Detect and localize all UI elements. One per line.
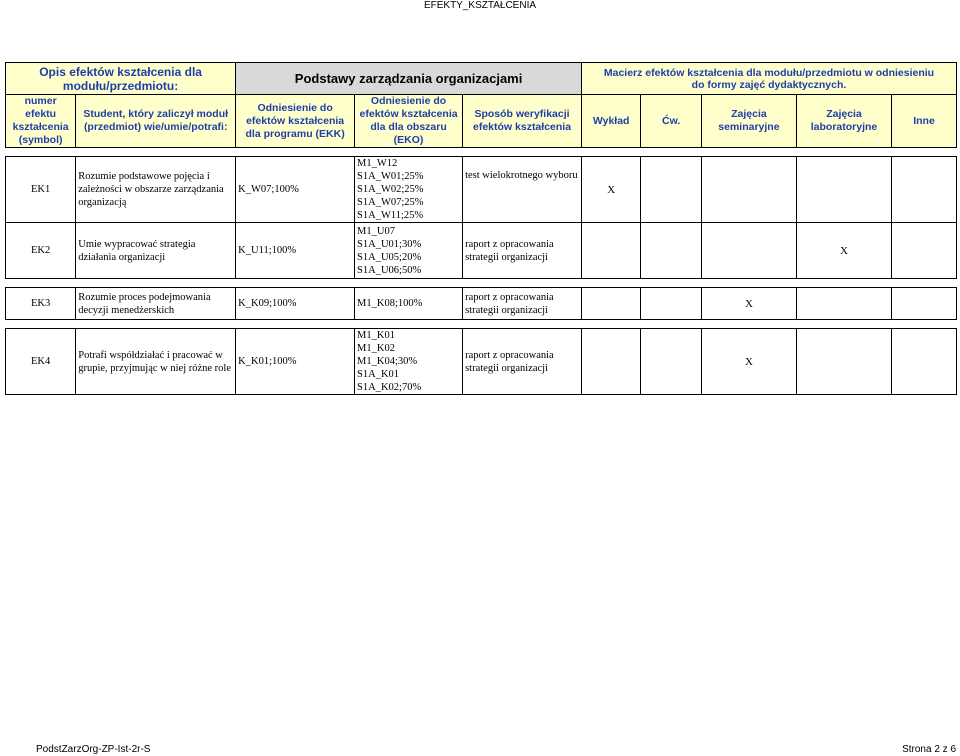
effect-symbol: EK1 bbox=[6, 157, 76, 223]
mark-inne bbox=[892, 157, 957, 223]
spacer bbox=[6, 320, 957, 329]
table-row bbox=[6, 223, 957, 279]
ekk-reference: K_K09;100% bbox=[236, 288, 355, 320]
mark-inne bbox=[892, 223, 957, 279]
col-eko: Odniesienie do efektów kształcenia dla dla obszaru (EKO) bbox=[355, 95, 463, 148]
mark-cw bbox=[641, 223, 702, 279]
mark-wyklad bbox=[581, 329, 640, 395]
eko-line: M1_K01 bbox=[357, 330, 395, 341]
spacer bbox=[6, 279, 957, 288]
eko-line: M1_K04;30% bbox=[357, 356, 418, 367]
mark-cw bbox=[641, 288, 702, 320]
ekk-reference: K_U11;100% bbox=[236, 223, 355, 279]
mark-seminaryjne bbox=[701, 157, 796, 223]
eko-reference bbox=[355, 157, 463, 223]
eko-reference bbox=[355, 288, 463, 320]
table-row bbox=[6, 157, 957, 223]
eko-line: S1A_W11;25% bbox=[357, 210, 424, 221]
table-row bbox=[6, 329, 957, 395]
effect-description: Umie wypracować strategia działania organizacji bbox=[76, 223, 236, 279]
effect-description: Rozumie podstawowe pojęcia i zależności w obszarze zarządzania organizacją bbox=[76, 157, 236, 223]
mark-cw bbox=[641, 157, 702, 223]
effects-table bbox=[5, 62, 957, 395]
eko-line: S1A_W02;25% bbox=[357, 184, 424, 195]
eko-reference bbox=[355, 223, 463, 279]
mark-wyklad: X bbox=[581, 157, 640, 223]
mark-wyklad bbox=[581, 288, 640, 320]
col-student: Student, który zaliczył moduł (przedmiot) wie/umie/potrafi: bbox=[76, 95, 236, 148]
mark-laboratoryjne bbox=[796, 288, 891, 320]
col-inne: Inne bbox=[892, 95, 957, 148]
verification-method: raport z opracowania strategii organizacji bbox=[463, 329, 582, 395]
description-header: Opis efektów kształcenia dla modułu/przedmiotu: bbox=[6, 63, 236, 95]
mark-seminaryjne: X bbox=[701, 288, 796, 320]
effect-symbol: EK3 bbox=[6, 288, 76, 320]
eko-line: S1A_U01;30% bbox=[357, 238, 422, 250]
eko-reference bbox=[355, 329, 463, 395]
spacer bbox=[6, 148, 957, 157]
footer-page-number: Strona 2 z 6 bbox=[902, 744, 956, 755]
mark-wyklad bbox=[581, 223, 640, 279]
mark-seminaryjne bbox=[701, 223, 796, 279]
mark-laboratoryjne bbox=[796, 329, 891, 395]
col-ekk: Odniesienie do efektów kształcenia dla programu (EKK) bbox=[236, 95, 355, 148]
effect-description: Rozumie proces podejmowania decyzji menedżerskich bbox=[76, 288, 236, 320]
eko-line: S1A_K01 bbox=[357, 369, 400, 380]
eko-line: S1A_W07;25% bbox=[357, 197, 424, 208]
col-wyklad: Wykład bbox=[581, 95, 640, 148]
eko-line: M1_U07 bbox=[357, 225, 395, 237]
eko-line: S1A_K02;70% bbox=[357, 382, 422, 393]
verification-method: raport z opracowania strategii organizacji bbox=[463, 288, 582, 320]
verification-method: test wielokrotnego wyboru bbox=[463, 157, 582, 223]
ekk-reference: K_W07;100% bbox=[236, 157, 355, 223]
eko-line: S1A_U06;50% bbox=[357, 264, 422, 276]
footer-document-code: PodstZarzOrg-ZP-Ist-2r-S bbox=[36, 744, 151, 755]
mark-cw bbox=[641, 329, 702, 395]
col-laboratoryjne: Zajęcia laboratoryjne bbox=[796, 95, 891, 148]
eko-line: S1A_U05;20% bbox=[357, 251, 422, 263]
col-symbol: numer efektu kształcenia (symbol) bbox=[6, 95, 76, 148]
effect-symbol: EK4 bbox=[6, 329, 76, 395]
mark-seminaryjne: X bbox=[701, 329, 796, 395]
col-cw: Ćw. bbox=[641, 95, 702, 148]
verification-method: raport z opracowania strategii organizacji bbox=[463, 223, 582, 279]
matrix-header: Macierz efektów kształcenia dla modułu/przedmiotu w odniesieniu do formy zajęć dydaktycznych. bbox=[581, 63, 956, 95]
col-seminaryjne: Zajęcia seminaryjne bbox=[701, 95, 796, 148]
ekk-reference: K_K01;100% bbox=[236, 329, 355, 395]
effect-description: Potrafi współdziałać i pracować w grupie, przyjmując w niej różne role bbox=[76, 329, 236, 395]
mark-laboratoryjne bbox=[796, 157, 891, 223]
col-verification: Sposób weryfikacji efektów kształcenia bbox=[463, 95, 582, 148]
table-row bbox=[6, 288, 957, 320]
subject-title: Podstawy zarządzania organizacjami bbox=[236, 63, 582, 95]
mark-inne bbox=[892, 329, 957, 395]
mark-inne bbox=[892, 288, 957, 320]
eko-line: M1_K02 bbox=[357, 343, 395, 354]
eko-line: M1_K08;100% bbox=[357, 298, 423, 309]
page-title: EFEKTY_KSZTAŁCENIA bbox=[423, 0, 537, 11]
effect-symbol: EK2 bbox=[6, 223, 76, 279]
eko-line: S1A_W01;25% bbox=[357, 171, 424, 182]
mark-laboratoryjne: X bbox=[796, 223, 891, 279]
eko-line: M1_W12 bbox=[357, 158, 398, 169]
